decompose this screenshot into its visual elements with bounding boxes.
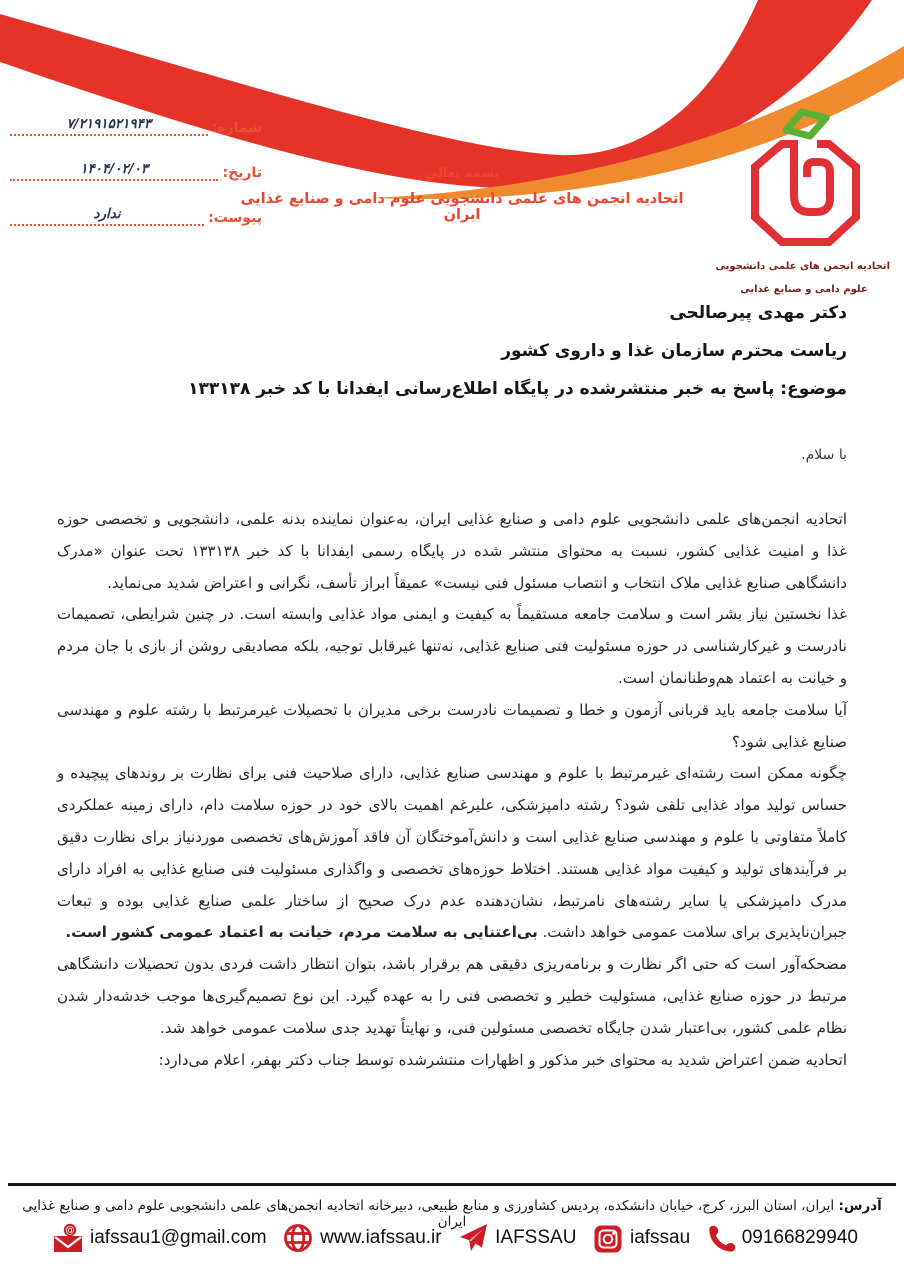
paragraph-1: اتحادیه انجمن‌های علمی دانشجویی علوم دامی و صنایع غذایی ایران، به‌عنوان نماینده بدنه علمی، دانشجویی و تخصصی حوزه غذا و امنیت غذایی کشور، نسبت به محتوای منتشر شده در پایگاه رسمی ایفدانا با کد خبر ۱۳۳۱۳۸ تحت عنوان «مدرک دانشگاهی صنایع غذایی ملاک انتخاب و انتصاب مسئول فنی نیست» عمیقاً ابراز تأسف، نگرانی و اعتراض شدید می‌نماید. xyxy=(57,510,847,592)
pomegranate-logo-icon xyxy=(732,100,876,250)
recipient-title: ریاست محترم سازمان غذا و داروی کشور xyxy=(501,341,847,361)
svg-text:@: @ xyxy=(65,1225,75,1237)
organization-logo xyxy=(715,100,890,300)
phone-icon xyxy=(706,1223,736,1253)
footer-contacts xyxy=(52,1222,858,1254)
paragraph-2: غذا نخستین نیاز بشر است و سلامت جامعه مستقیماً به کیفیت و ایمنی مواد غذایی وابسته است. در چنین شرایطی، تصمیمات نادرست و غیرکارشناسی در حوزه مسئولیت فنی صنایع غذایی، نه‌تنها غیرقابل توجیه، بلکه مصادیقی روشن از بازی با جان مردم و خیانت به اعتماد هم‌وطنانمان است. xyxy=(57,605,847,687)
meta-attachment-dotted-line xyxy=(10,203,204,226)
contact-phone xyxy=(706,1223,858,1253)
instagram-handle: iafssau xyxy=(629,1227,691,1248)
basmala-text: بسمه تعالی xyxy=(424,166,500,181)
letter-header-center xyxy=(225,166,699,223)
website-url: www.iafssau.ir xyxy=(320,1227,442,1248)
organization-name-header: اتحادیه انجمن های علمی دانشجویی علوم دامی و صنایع غذایی ایران xyxy=(240,191,684,223)
contact-telegram xyxy=(457,1222,576,1254)
meta-date-value: ۱۴۰۴/۰۲/۰۳ xyxy=(80,161,149,177)
paragraph-4 xyxy=(57,758,847,949)
telegram-handle: IAFSSAU xyxy=(495,1227,577,1248)
email-icon xyxy=(52,1222,84,1254)
telegram-icon xyxy=(457,1222,489,1254)
address-text: ایران، استان البرز، کرج، خیابان دانشکده، پردیس کشاورزی و منابع طبیعی، دبیرخانه اتحادیه انجمن‌های علمی دانشجویی علوم دامی و صنایع غذایی ایران xyxy=(22,1198,839,1230)
address-label: آدرس: xyxy=(838,1198,882,1214)
paragraph-4-text: چگونه ممکن است رشته‌ای غیرمرتبط با علوم و مهندسی صنایع غذایی، دارای صلاحیت فنی برای نظارت بر روندهای پیچیده و حساس تولید مواد غذایی تلقی شود؟ رشته دامپزشکی، علیرغم اهمیت بالای خود در حوزه سلامت دام، دارای زمینه عملکردی کاملاً متفاوتی با علوم و مهندسی صنایع غذایی است و دانش‌آموختگان آن فاقد آموزش‌های تخصصی موردنیاز برای نظارت دقیق بر فرآیندهای تولید و کیفیت مواد غذایی هستند. اختلاط حوزه‌های تخصصی و واگذاری مسئولیت فنی صنایع غذایی به افراد دارای مدرک دامپزشکی یا سایر رشته‌های نامرتبط، نشان‌دهنده عدم درک صحیح از ساختار علمی صنایع غذایی بوده و تبعات جبران‌ناپذیری برای سلامت عمومی خواهد داشت. xyxy=(57,764,847,942)
emphasized-sentence: بی‌اعتنایی به سلامت مردم، خیانت به اعتماد عمومی کشور است. xyxy=(65,923,538,942)
letter-body xyxy=(57,504,847,1076)
subject-line: موضوع: پاسخ به خبر منتشرشده در پایگاه اطلاع‌رسانی ایفدانا با کد خبر ۱۳۳۱۳۸ xyxy=(188,379,847,399)
meta-number-dotted-line xyxy=(10,113,208,136)
instagram-icon xyxy=(592,1222,624,1254)
email-address: iafssau1@gmail.com xyxy=(90,1227,267,1248)
contact-email xyxy=(52,1222,267,1254)
meta-number-value: ۷/۲۱۹۱۵۲۱۹۴۳ xyxy=(66,116,152,132)
globe-icon xyxy=(282,1222,314,1254)
paragraph-5: مضحکه‌آور است که حتی اگر نظارت و برنامه‌ریزی دقیقی هم برقرار باشد، بتوان انتظار داشت فردی بدون تحصیلات دانشگاهی مرتبط در حوزه صنایع غذایی، مسئولیت خطیر و تخصصی فنی را به عهده گیرد. این نوع تصمیم‌گیری‌ها موجب خدشه‌دار شدن نظام علمی کشور، بی‌اعتبار شدن جایگاه تخصصی مسئولین فنی، و نهایتاً تهدید جدی سلامت عمومی خواهد شد. xyxy=(57,955,847,1037)
paragraph-6: اتحادیه ضمن اعتراض شدید به محتوای خبر مذکور و اظهارات منتشرشده توسط جناب دکتر بهفر، اعلام می‌دارد: xyxy=(158,1050,847,1069)
recipient-block xyxy=(57,294,847,408)
meta-attachment-value: ندارد xyxy=(93,206,121,222)
meta-number-label: شماره: xyxy=(211,120,262,136)
meta-attachment-label: پیوست: xyxy=(208,210,262,226)
contact-instagram xyxy=(592,1222,690,1254)
meta-number-row xyxy=(10,113,262,136)
logo-caption-line1: اتحادیه انجمن های علمی دانشجویی xyxy=(715,261,890,272)
meta-date-label: تاریخ: xyxy=(222,165,262,181)
recipient-name: دکتر مهدی پیرصالحی xyxy=(669,303,847,323)
logo-caption-line2: علوم دامی و صنایع غذایی xyxy=(740,284,868,295)
footer-divider xyxy=(8,1183,896,1186)
meta-date-dotted-line xyxy=(10,158,218,181)
phone-number: 09166829940 xyxy=(741,1227,858,1248)
contact-website xyxy=(282,1222,441,1254)
paragraph-3: آیا سلامت جامعه باید قربانی آزمون و خطا و تصمیمات نادرست برخی مدیران با تحصیلات غیرمرتبط با رشته علوم و مهندسی صنایع غذایی شود؟ xyxy=(57,700,847,751)
salutation: با سلام. xyxy=(801,447,847,463)
